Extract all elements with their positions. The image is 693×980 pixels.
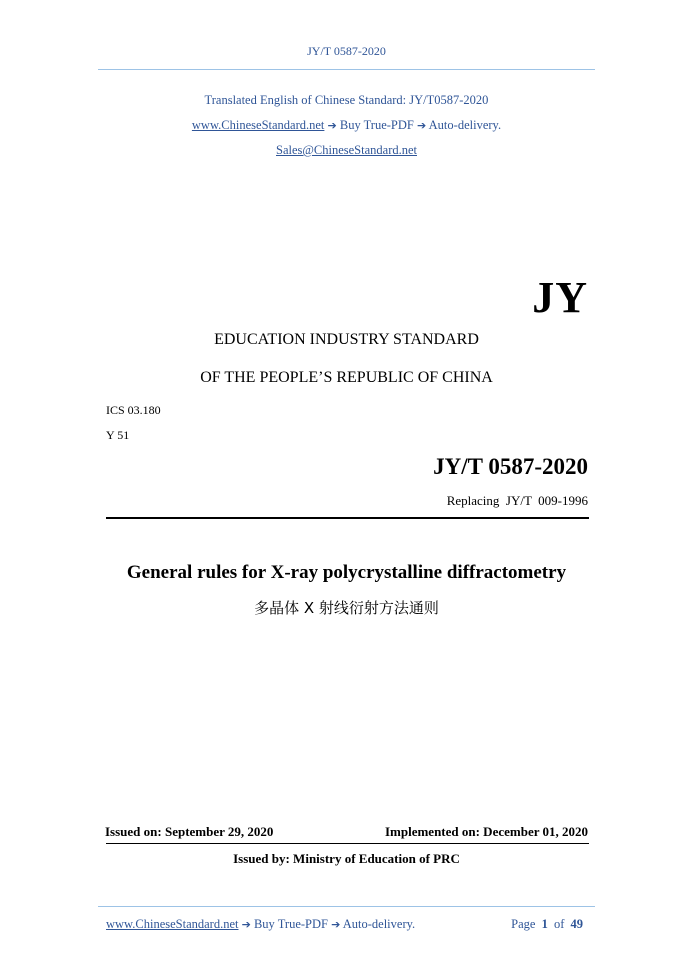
ics-code: ICS 03.180 (106, 403, 161, 417)
auto-delivery-text: Auto-delivery. (428, 118, 502, 132)
title-rule (106, 517, 589, 519)
translation-note: Translated English of Chinese Standard: JY/T0587-2020 (204, 93, 489, 107)
implemented-date: Implemented on: December 01, 2020 (384, 824, 588, 839)
arrow-right-icon: ➔ (331, 918, 341, 931)
chinese-title: 多晶体 X 射线衍射方法通则 (254, 599, 439, 617)
standard-category-mark: JY (532, 273, 588, 322)
arrow-right-icon: ➔ (241, 918, 251, 931)
english-title: General rules for X-ray polycrystalline diffractometry (126, 562, 567, 583)
email-line (0, 143, 693, 158)
replacing-note: Replacing JY/T 009-1996 (446, 493, 588, 508)
footer-purchase-line (106, 917, 415, 932)
total-pages: 49 (570, 917, 583, 931)
of-label: of (553, 917, 565, 931)
country-title: OF THE PEOPLE’S REPUBLIC OF CHINA (200, 369, 493, 386)
issuing-authority: Issued by: Ministry of Education of PRC (233, 851, 460, 866)
footer-buy-pdf-text: Buy True-PDF (253, 917, 328, 931)
arrow-right-icon: ➔ (327, 119, 337, 132)
page-indicator (511, 917, 583, 932)
issued-date: Issued on: September 29, 2020 (105, 824, 274, 839)
purchase-line (0, 118, 693, 133)
arrow-right-icon: ➔ (417, 119, 427, 132)
website-link[interactable]: www.ChineseStandard.net (191, 118, 325, 132)
page-label: Page (511, 917, 536, 931)
date-rule (106, 843, 589, 844)
footer-divider (98, 906, 595, 907)
header-standard-code: JY/T 0587-2020 (307, 44, 386, 58)
email-link[interactable]: Sales@ChineseStandard.net (276, 143, 417, 157)
footer-auto-delivery-text: Auto-delivery. (342, 917, 416, 931)
ccs-code: Y 51 (106, 428, 130, 442)
page-number: 1 (541, 917, 548, 931)
header-divider (98, 69, 595, 70)
standard-number: JY/T 0587-2020 (433, 454, 588, 479)
standard-type-title: EDUCATION INDUSTRY STANDARD (214, 331, 479, 348)
buy-pdf-text: Buy True-PDF (339, 118, 414, 132)
footer-website-link[interactable]: www.ChineseStandard.net (106, 917, 239, 931)
